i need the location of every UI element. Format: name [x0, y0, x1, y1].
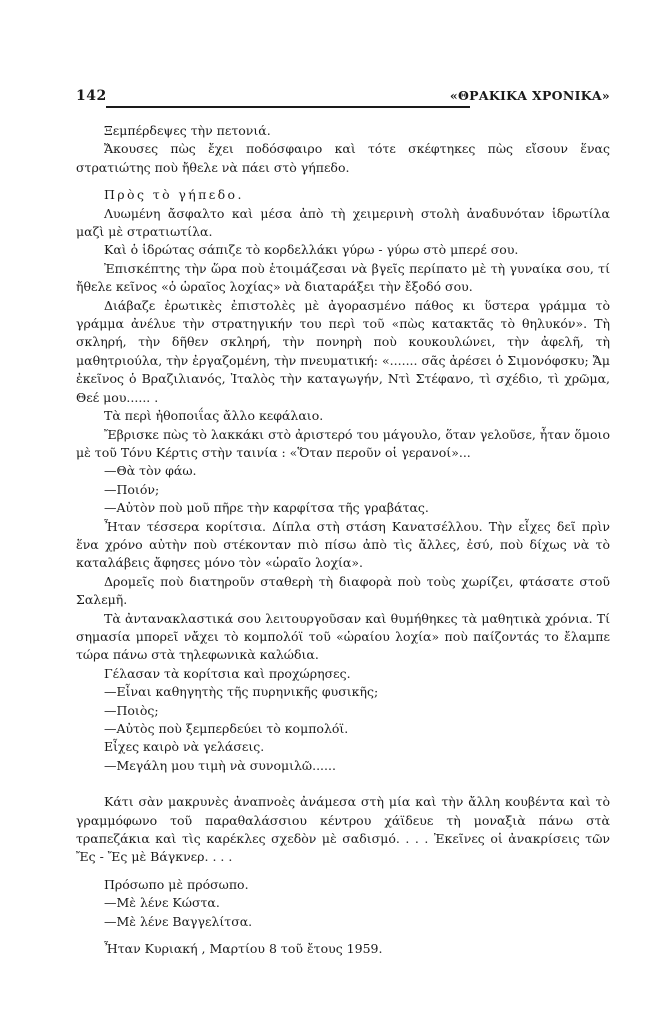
paragraph: Γέλασαν τὰ κορίτσια καὶ προχώρησες. [104, 665, 351, 681]
dialogue-line: —Εἶναι καθηγητὴς τῆς πυρηνικῆς φυσικῆς; [104, 684, 379, 700]
paragraph: Ἄκουσες πὼς ἔχει ποδόσφαιρο καὶ τότε σκέφτηκες πὼς εἴσουν ἕνας στρατιώτης ποὺ ἤθελε νὰ πάει στὸ γήπεδο. [76, 141, 610, 175]
paragraph-heading: Πρὸς τὸ γήπεδο. [104, 187, 244, 203]
paragraph: Εἶχες καιρὸ νὰ γελάσεις. [104, 739, 265, 755]
paragraph: Τὰ ἀντανακλαστικά σου λειτουργοῦσαν καὶ θυμήθηκες τὰ μαθητικὰ χρόνια. Τί σημασία μπορεῖ νἄχει τὸ κομπολόϊ τοῦ «ὡραίου λοχία» ποὺ παίζοντάς το ἔλαμπε τώρα πάνω στὰ τηλεφωνικὰ καλώδια. [76, 610, 610, 663]
paragraph: Ξεμπέρδεψες τὴν πετονιά. [104, 123, 271, 138]
running-title: «ΘΡΑΚΙΚΑ ΧΡΟΝΙΚΑ» [449, 88, 610, 103]
paragraph: Ἦταν τέσσερα κορίτσια. Δίπλα στὴ στάση Κανατσέλλου. Τὴν εἶχες δεῖ πρὶν ἕνα χρόνο αὐτὴν ποὺ στέκονταν πιὸ πίσω ἀπὸ τὶς ἄλλες, ἐσύ, ποὺ δίχως νὰ τὸ καταλάβεις ἄφησες μόνο τὸν «ὡραῖο λοχία». [76, 518, 610, 571]
paragraph: Ἐπισκέπτης τὴν ὥρα ποὺ ἑτοιμάζεσαι νὰ βγεῖς περίπατο μὲ τὴ γυναίκα σου, τί ἤθελε κεῖνος «ὁ ὡραῖος λοχίας» νὰ διαταράξει τὴν ἔξοδό σου. [76, 260, 610, 295]
dialogue-line: —Θὰ τὸν φάω. [104, 463, 197, 479]
dialogue-line: —Μὲ λένε Βαγγελίτσα. [104, 913, 253, 929]
paragraph: Λυωμένη ἄσφαλτο καὶ μέσα ἀπὸ τὴ χειμερινὴ στολὴ ἀναδυνόταν ἱδρωτίλα μαζὶ μὲ στρατιωτίλα. [76, 205, 610, 240]
dialogue-line: —Αὐτὸν ποὺ μοῦ πῆρε τὴν καρφίτσα τῆς γραβάτας. [104, 500, 429, 516]
paragraph: Πρόσωπο μὲ πρόσωπο. [104, 876, 249, 892]
paragraph: Καὶ ὁ ἱδρώτας σάπιζε τὸ κορδελλάκι γύρω - γύρω στὸ μπερέ σου. [104, 242, 519, 258]
paragraph: Κάτι σὰν μακρυνὲς ἀναπνοὲς ἀνάμεσα στὴ μία καὶ τὴν ἄλλη κουβέντα καὶ τὸ γραμμόφωνο τοῦ παραθαλάσσιου κέντρου χάϊδευε τὴ μοναξιὰ πάνω στὰ τραπεζάκια καὶ τὶς καρέκλες σχεδὸν μὲ σαδισμό. . . . Ἐκεῖνες οἱ ἀνακρίσεις τῶν Ἔς - Ἔς μὲ Βάγκνερ. . . . [76, 794, 610, 865]
paragraph: Τὰ περὶ ἠθοποιΐας ἄλλο κεφάλαιο. [104, 408, 324, 424]
dialogue-line: —Μὲ λένε Κώστα. [104, 895, 220, 911]
closing-date-line: Ἦταν Κυριακή , Μαρτίου 8 τοῦ ἔτους 1959. [104, 941, 383, 957]
dialogue-line: —Αὐτὸς ποὺ ξεμπερδεύει τὸ κομπολόϊ. [104, 721, 349, 736]
paragraph: Διάβαζε ἐρωτικὲς ἐπιστολὲς μὲ ἀγορασμένο πάθος κι ὕστερα γράμμα τὸ γράμμα ἀνέλυε τὴν στρατηγικήν του περὶ τοῦ «πὼς κατακτᾶς τὸ θηλυκόν». Τὴ σκληρή, τὴν δῆθεν σκληρή, τὴν πονηρὴ ποὺ κουκουλώνει, τὴν ἀφελῆ, τὴ μαθητριούλα, τὴν ἐργαζομένη, τὴν πνευματική: «....... σᾶς ἀρέσει ὁ Σιμονόφσκυ; Ἄμ ἐκεῖνος ὁ Βραζιλιανός, Ἰταλὸς τὴν καταγωγήν, Ντὶ Στέφανο, τὶ σχέδιο, τὶ χρῶμα, Θεέ μου...... . [76, 297, 610, 405]
header-rule [106, 106, 470, 108]
paragraph: Δρομεῖς ποὺ διατηροῦν σταθερὴ τὴ διαφορὰ ποὺ τοὺς χωρίζει, φτάσατε στοῦ Σαλεμῆ. [76, 573, 610, 608]
body-text [76, 122, 610, 958]
page-number: 142 [76, 88, 107, 104]
dialogue-line: —Ποιόν; [104, 481, 160, 497]
dialogue-line: —Μεγάλη μου τιμὴ νὰ συνομιλῶ...... [104, 757, 336, 773]
page-header [76, 88, 610, 108]
dialogue-line: —Ποιὸς; [104, 702, 159, 718]
paragraph: Ἔβρισκε πὼς τὸ λακκάκι στὸ ἀριστερό του μάγουλο, ὅταν γελοῦσε, ἦταν ὅμοιο μὲ τοῦ Τόνυ Κέρτις στὴν ταινία : «Ὅταν περοῦν οἱ γερανοί»... [76, 426, 610, 460]
